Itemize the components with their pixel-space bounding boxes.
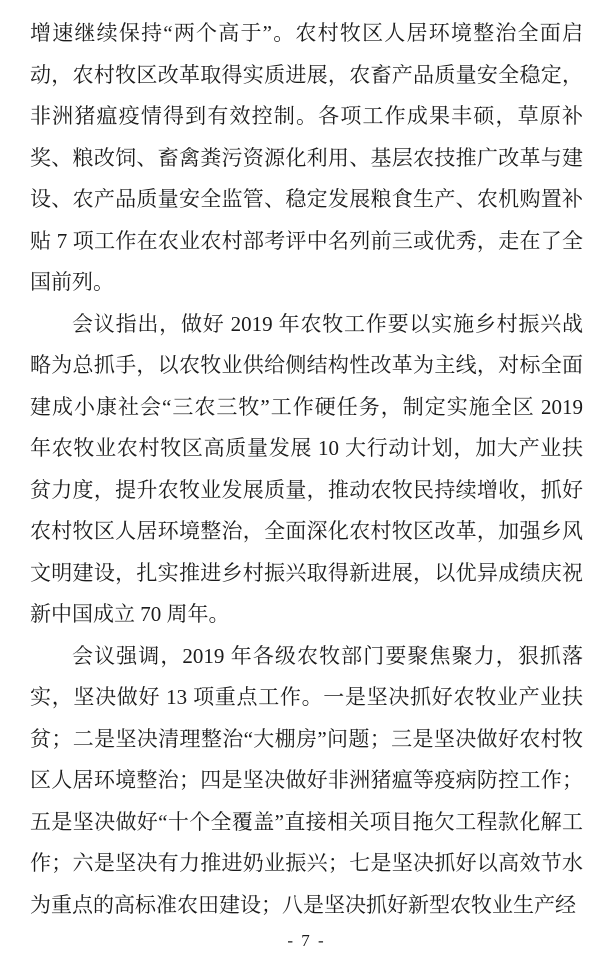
paragraph-meeting-emphasized: 会议强调，2019 年各级农牧部门要聚焦聚力，狠抓落实，坚决做好 13 项重点工作。一是坚决抓好农牧业产业扶贫；二是坚决清理整治“大棚房”问题；三是坚决做好农村牧区人居环境整治；四是坚决做好非洲猪瘟等疫病防控工作；五是坚决做好“十个全覆盖”直接相关项目拖欠工程款化解工作；六是坚决有力推进奶业振兴；七是坚决抓好以高效节水为重点的高标准农田建设；八是坚决抓好新型农牧业生产经 [30,643,583,917]
page-number: - 7 - [287,931,326,950]
paragraph-meeting-pointed-out: 会议指出，做好 2019 年农牧工作要以实施乡村振兴战略为总抓手，以农牧业供给侧结构性改革为主线，对标全面建成小康社会“三农三牧”工作硬任务，制定实施全区 2019 年农牧业农村牧区高质量发展 10 大行动计划，加大产业扶贫力度，提升农牧业发展质量，推动农牧民持续增收，抓好农村牧区人居环境整治，全面深化农村牧区改革，加强乡风文明建设，扎实推进乡村振兴取得新进展，以优异成绩庆祝新中国成立 70 周年。 [30,311,583,626]
paragraph-continuation: 增速继续保持“两个高于”。农村牧区人居环境整治全面启动，农村牧区改革取得实质进展，农畜产品质量安全稳定，非洲猪瘟疫情得到有效控制。各项工作成果丰硕，草原补奖、粮改饲、畜禽粪污资源化利用、基层农技推广改革与建设、农产品质量安全监管、稳定发展粮食生产、农机购置补贴 7 项工作在农业农村部考评中名列前三或优秀，走在了全国前列。 [30,21,583,294]
